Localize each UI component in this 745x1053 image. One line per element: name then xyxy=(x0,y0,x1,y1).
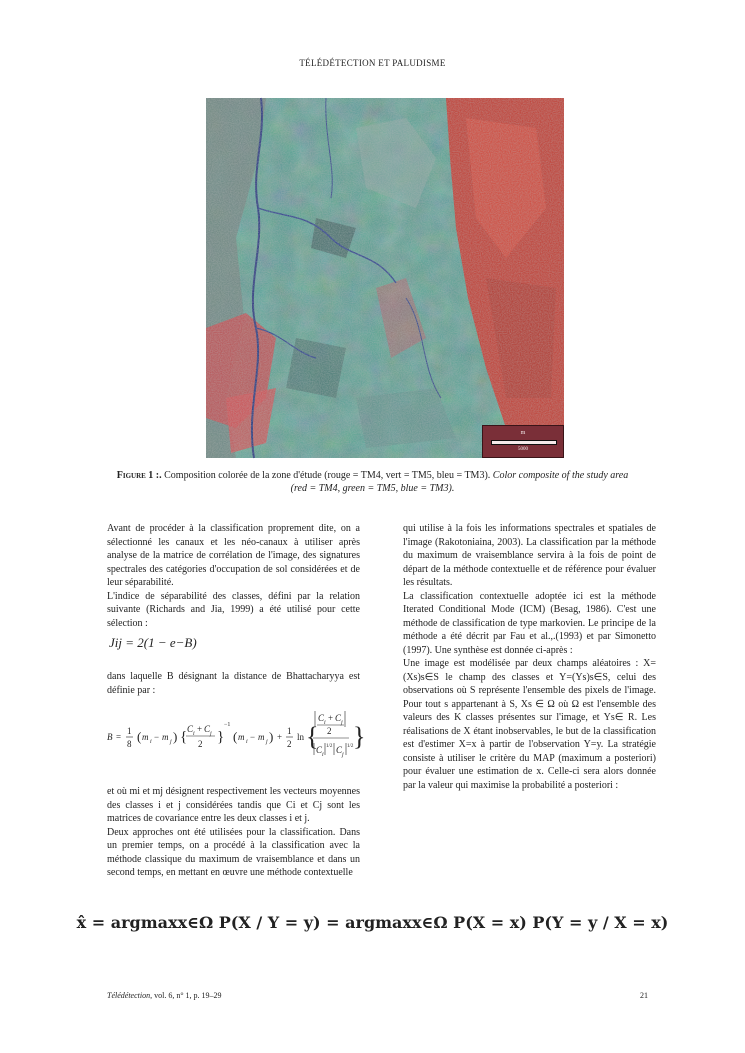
scale-label: 5000 xyxy=(518,447,528,452)
journal-name: Télédétection xyxy=(107,991,151,1000)
svg-text:i: i xyxy=(246,739,248,745)
running-header: TÉLÉDÉTECTION ET PALUDISME xyxy=(299,58,446,68)
svg-text:C: C xyxy=(318,713,325,723)
svg-text:C: C xyxy=(204,724,211,734)
svg-text:(: ( xyxy=(233,729,238,744)
map-equation: x̂ = argmaxx∈Ω P(X / Y = y) = argmaxx∈Ω P(X = x) P(Y = y / X = x) xyxy=(76,913,669,932)
paragraph: Deux approches ont été utilisées pour la classification. Dans un premier temps, on a procédé à la classification avec la méthode classique du maximum de vraisemblance et dans un second temps, en mettant en œuvre une méthode contextuelle xyxy=(107,826,360,878)
svg-text:−1: −1 xyxy=(224,722,231,728)
svg-text:−: − xyxy=(154,732,160,742)
svg-text:m: m xyxy=(142,732,149,742)
paragraph: Une image est modélisée par deux champs aléatoires : X=(Xs)s∈S le champ des classes et Y=(Ys)s∈S, celui des observations où S représente l'ensemble des pixels de l'image. Pour tout s appartenant à S, Xs ∈ Ω où Ω est l'ensemble des valeurs des K classes présentes sur l'image, et Ys∈ R. Les réalisations de X étant inobservables, le but de la classification est d'estimer X=x à partir de l'observation Y=y. La stratégie consiste à utiliser le critère du MAP (maximum a posteriori) pour évaluer une estimation de x. Celle-ci sera alors donnée par la valeur qui maximise la probabilité a posteriori : xyxy=(403,658,656,791)
svg-text:m: m xyxy=(162,732,169,742)
svg-text:2: 2 xyxy=(287,739,292,749)
svg-text:2: 2 xyxy=(198,739,203,749)
svg-text:C: C xyxy=(335,713,342,723)
svg-text:1: 1 xyxy=(287,726,292,736)
svg-text:}: } xyxy=(217,729,225,745)
svg-text:(: ( xyxy=(137,729,142,744)
right-column xyxy=(403,522,656,792)
paragraph: La classification contextuelle adoptée ici est la méthode Iterated Conditional Mode (ICM) (Besag, 1986). C'est une méthode de classification de type markovien. Le principe de la méthode a été décrit par Fau et al.,.(1993) et par Simonetto (1997). Une synthèse est donnée ci-après : xyxy=(403,590,656,656)
svg-text:j: j xyxy=(266,739,268,745)
svg-text:j: j xyxy=(342,752,344,758)
svg-text:+: + xyxy=(277,732,283,742)
svg-text:1/2: 1/2 xyxy=(326,744,333,749)
paragraph: dans laquelle B désignant la distance de Bhattacharyya est définie par : xyxy=(107,671,360,696)
svg-text:C: C xyxy=(336,745,343,755)
svg-text:j: j xyxy=(341,720,343,726)
equation-bhattacharyya xyxy=(107,703,366,769)
svg-text:i: i xyxy=(150,739,152,745)
journal-citation: , vol. 6, n° 1, p. 19–29 xyxy=(150,991,222,1000)
svg-text:−: − xyxy=(250,732,256,742)
svg-text:i: i xyxy=(324,720,326,726)
svg-text:j: j xyxy=(170,739,172,745)
svg-text:B: B xyxy=(107,732,113,742)
svg-text:=: = xyxy=(116,732,122,742)
paragraph: L'indice de séparabilité des classes, défini par la relation suivante (Richards and Jia, 1999) a été utilisé pour cette sélection : xyxy=(107,590,360,629)
svg-text:): ) xyxy=(173,729,178,744)
svg-text:C: C xyxy=(316,745,323,755)
svg-text:8: 8 xyxy=(127,739,132,749)
svg-text:2: 2 xyxy=(327,726,332,736)
page-number: 21 xyxy=(640,991,648,1000)
svg-text:ln: ln xyxy=(297,732,305,742)
svg-text:{: { xyxy=(306,722,319,751)
caption-fr: Composition colorée de la zone d'étude (rouge = TM4, vert = TM5, bleu = TM3). xyxy=(164,470,491,481)
svg-text:C: C xyxy=(187,724,194,734)
scale-bar xyxy=(482,425,564,458)
svg-text:): ) xyxy=(269,729,274,744)
svg-text:+: + xyxy=(197,724,203,734)
svg-text:+: + xyxy=(328,713,334,723)
paragraph: et où mi et mj désignent respectivement les vecteurs moyennes des classes i et j considérées tandis que Ci et Cj sont les matrices de covariance entre les deux classes i et j. xyxy=(107,786,360,824)
svg-text:m: m xyxy=(238,732,245,742)
svg-text:m: m xyxy=(258,732,265,742)
scale-unit: m xyxy=(520,430,526,436)
svg-text:i: i xyxy=(322,752,324,758)
caption-en: Color composite of the study area (red = TM4, green = TM5, blue = TM3). xyxy=(290,470,629,494)
svg-text:{: { xyxy=(180,729,188,745)
footer-citation xyxy=(107,991,222,1000)
equation-separability: Jij = 2(1 − e−B) xyxy=(109,635,197,650)
svg-text:i: i xyxy=(193,731,195,737)
svg-text:j: j xyxy=(210,731,212,737)
svg-text:1/2: 1/2 xyxy=(347,744,354,749)
scale-bar-graphic xyxy=(491,440,557,445)
paragraph: Avant de procéder à la classification proprement dite, on a sélectionné les canaux et les néo-canaux à utiliser après analyse de la matrice de corrélation de l'image, des signatures spectrales des catégories d'occupation de sol considérées et de leur séparabilité. xyxy=(107,523,360,588)
left-column xyxy=(107,522,366,880)
svg-text:1: 1 xyxy=(127,726,132,736)
satellite-image xyxy=(206,98,564,458)
caption-lead: Figure 1 :. xyxy=(116,470,162,481)
svg-text:}: } xyxy=(353,722,366,751)
figure-caption xyxy=(110,469,635,495)
paragraph: qui utilise à la fois les informations spectrales et spatiales de l'image (Rakotoniaina, 2003). La classification par la méthode du maximum de vraisemblance servira à la fois de point de départ de la méthode contextuelle et de référence pour évaluer les résultats. xyxy=(403,523,656,588)
